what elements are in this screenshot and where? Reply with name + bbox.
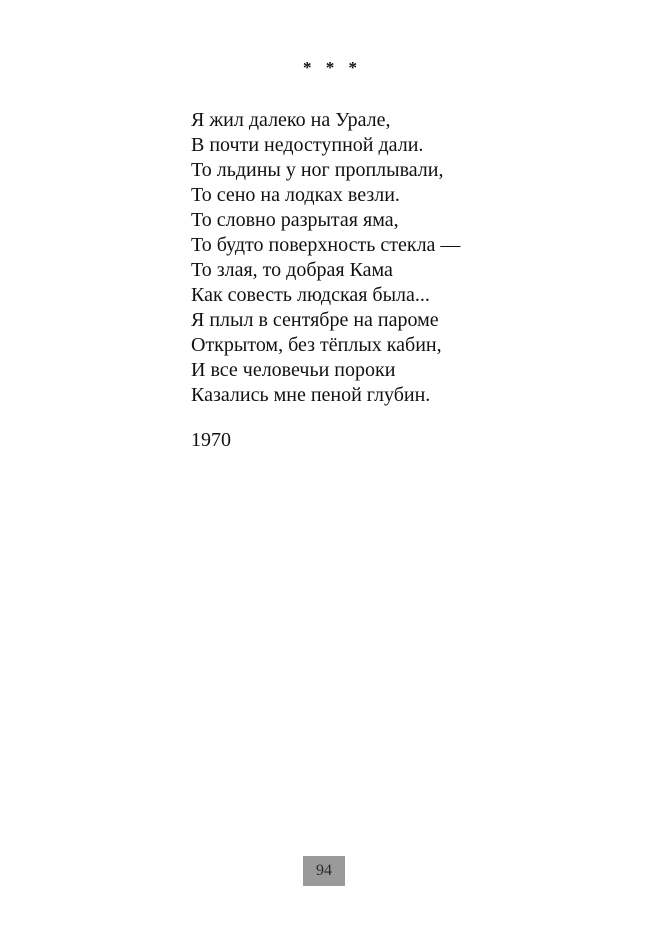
poem-line: То льдины у ног проплывали,: [191, 159, 444, 181]
poem-text: [191, 108, 511, 408]
poem-line: Казались мне пеной глубин.: [191, 384, 431, 406]
poem-line: В почти недоступной дали.: [191, 134, 424, 156]
poem-year: 1970: [191, 429, 231, 451]
stanza-separator: * * *: [303, 58, 362, 77]
poem-line: То злая, то добрая Кама: [191, 259, 393, 281]
poem-line: Я плыл в сентябре на пароме: [191, 309, 439, 331]
poem-line: Как совесть людская была...: [191, 284, 430, 306]
poem-line: То будто поверхность стекла —: [191, 234, 461, 256]
poem-line: То словно разрытая яма,: [191, 209, 399, 231]
poem-line: Я жил далеко на Урале,: [191, 109, 391, 131]
poem-line: То сено на лодках везли.: [191, 184, 400, 206]
poem-line: И все человечьи пороки: [191, 359, 396, 381]
poem-line: Открытом, без тёплых кабин,: [191, 334, 442, 356]
page-number-badge: 94: [303, 856, 345, 886]
